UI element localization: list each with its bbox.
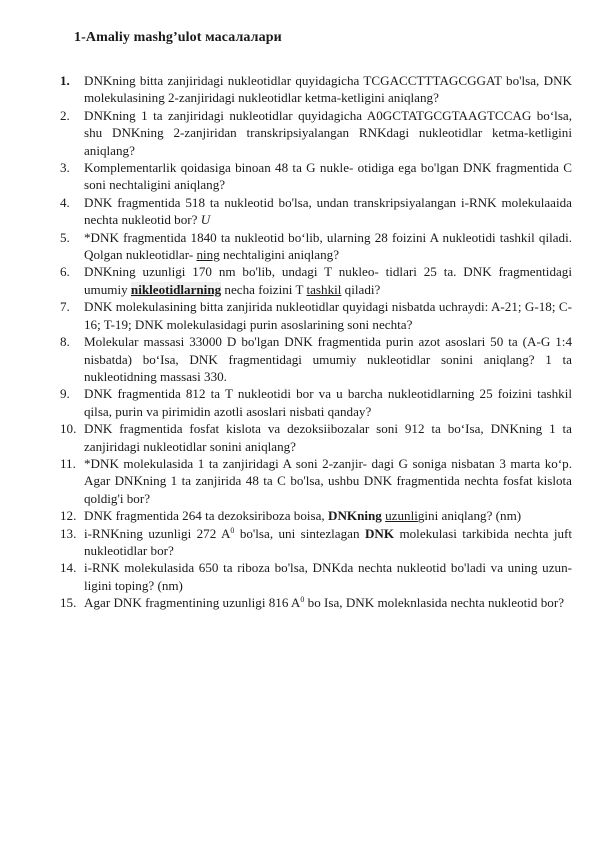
item-text-pre: Agar DNK fragmentining uzunligi 816 A	[84, 595, 301, 611]
item-text-wrapper	[84, 525, 572, 560]
item-text: Komplementarlik qoidasiga binoan 48 ta G nukle- otidiga ega bo'lgan DNK fragmentida C soni nechtaligini aniqlang?	[84, 160, 572, 193]
list-item-10	[60, 420, 572, 455]
list-item-7	[60, 298, 572, 333]
list-item-1	[60, 72, 572, 107]
item-text-mid: necha foizini T	[221, 281, 307, 297]
bold-word: DNK	[364, 525, 395, 541]
list-item-14	[60, 559, 572, 594]
list-item-3	[60, 159, 572, 194]
item-number: 10.	[60, 421, 77, 437]
item-number: 15.	[60, 595, 77, 611]
item-text-pre: DNKning uzunligi 170 nm bo'lib, undagi T nukleo- tidlari 25 ta. DNK fragmentidagi umumiy	[84, 264, 572, 297]
item-text: DNK fragmentida 812 ta T nukleotidi bor va u barcha nukleotidlarning 25 foizini tashkil qilsa, purin va pirimidin azotli asoslari nisbati qanday?	[84, 386, 572, 419]
item-text: Molekular massasi 33000 D bo'lgan DNK fragmentida purin azot asoslari 50 ta (A-G 1:4 nisbatda) bo‘Isa, DNK fragmentidagi umumiy nukleotidlar sonini aniqlang? 1 ta nukleotidning massasi 330.	[84, 334, 572, 384]
item-text-wrapper	[84, 263, 572, 298]
underlined-word: ning	[196, 247, 220, 263]
bold-word: DNKning	[327, 508, 382, 524]
list-item-5	[60, 229, 572, 264]
item-text-wrapper	[84, 229, 572, 264]
underlined-word: tashkil	[306, 281, 342, 297]
item-number: 7.	[60, 299, 70, 315]
item-text: DNK molekulasining bitta zanjirida nukleotidlar quyidagi nisbatda uchraydi: A-21; G-18; C-16; T-19; DNK molekulasidagi purin asoslarining soni nechta?	[84, 299, 572, 332]
list-item-12	[60, 507, 572, 524]
item-number: 3.	[60, 160, 70, 176]
list-item-8	[60, 333, 572, 385]
underlined-word: uzunli	[385, 508, 418, 524]
item-number: 13.	[60, 525, 77, 541]
item-number: 4.	[60, 194, 70, 210]
item-text-pre: DNK fragmentida 264 ta dezoksiriboza boisa,	[84, 508, 328, 524]
item-text-post: qiladi?	[341, 281, 381, 297]
item-text-pre: *DNK fragmentida 1840 ta nukleotid bo‘lib, ularning 28 foizini A nukleotidi tashkil qiladi. Qolgan nukleotidlar-	[84, 229, 572, 263]
item-number: 6.	[60, 264, 70, 280]
item-text-post: molekulasi tarkibida nechta juft nukleotidlar bor?	[84, 525, 572, 558]
item-text-wrapper	[84, 507, 572, 524]
item-text-mid: bo'lsa, uni sintezlagan	[234, 525, 365, 541]
problem-list	[60, 72, 572, 612]
item-text-pre: i-RNKning uzunligi 272 A	[84, 525, 231, 541]
list-item-11	[60, 455, 572, 507]
item-number: 5.	[60, 229, 70, 245]
page-title: 1-Amaliy mashg’ulot масалалари	[74, 30, 282, 45]
underlined-bold-word: nikleotidlarning	[130, 281, 222, 297]
item-text-post: bo Isa, DNK moleknlasida nechta nukleotid bor?	[304, 595, 564, 611]
item-text-post: nechtaligini aniqlang?	[219, 247, 340, 263]
item-text: DNK fragmentida 518 ta nukleotid bo'lsa, undan transkripsiyalangan i-RNK molekulaaida nechta nukleotid bor?	[84, 194, 572, 228]
item-text: DNK fragmentida fosfat kislota va dezoksiibozalar soni 912 ta bo‘Isa, DNKning 1 ta zanjiridagi nukleotidlar sonini aniqlang?	[84, 421, 572, 454]
list-item-2	[60, 107, 572, 159]
item-number: 2.	[60, 107, 70, 123]
superscript: 0	[300, 595, 305, 605]
item-text-wrapper	[84, 194, 572, 229]
superscript: 0	[230, 525, 235, 535]
item-text: DNKning bitta zanjiridagi nukleotidlar quyidagicha TCGACCTTTAGCGGAT bo'lsa, DNK molekulasining 2-zanjiridagi nukleotidlar ketma-ketligini aniqlang?	[84, 73, 572, 106]
item-text: *DNK molekulasida 1 ta zanjiridagi A soni 2-zanjir- dagi G soniga nisbatan 3 marta ko‘p. Agar DNKning 1 ta zanjirida 48 ta C bo'lsa, ushbu DNK fragmentida nechta fosfat kislota qoldig'i bor?	[84, 455, 572, 506]
item-number: 12.	[60, 508, 77, 524]
item-number: 1.	[60, 73, 70, 88]
list-item-9	[60, 385, 572, 420]
item-number: 14.	[60, 560, 77, 576]
item-number: 11.	[60, 455, 76, 471]
list-item-13	[60, 525, 572, 560]
item-text-post: gini aniqlang? (nm)	[417, 508, 522, 524]
item-text: i-RNK molekulasida 650 ta riboza bo'lsa, DNKda nechta nukleotid bo'ladi va uning uzun- ligini toping? (nm)	[84, 560, 572, 593]
item-text-wrapper	[84, 594, 572, 611]
item-number: 8.	[60, 334, 70, 350]
item-text: DNKning 1 ta zanjiridagi nukleotidlar quyidagicha A0GCTATGCGTAAGTCCAG bo‘lsa, shu DNKning 2-zanjiridan transkripsiyalangan RNKdagi nukleotidlar ketma-ketligini aniqlang?	[84, 107, 572, 158]
item-tail-mark: U	[200, 212, 211, 228]
list-item-15	[60, 594, 572, 611]
item-number: 9.	[60, 386, 70, 402]
list-item-4	[60, 194, 572, 229]
list-item-6	[60, 263, 572, 298]
